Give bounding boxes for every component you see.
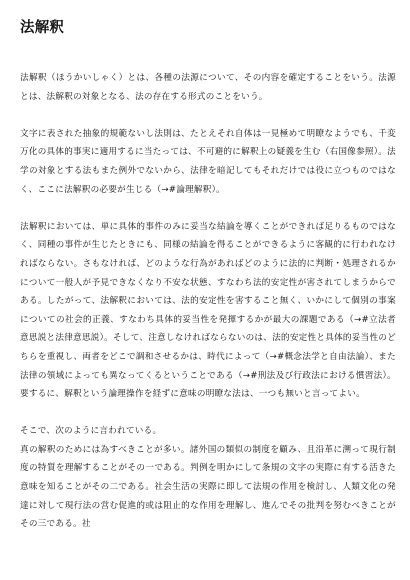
paragraph-intro-quote: そこで、次のように言われている。 xyxy=(20,426,162,437)
page-title: 法解釈 xyxy=(20,20,65,36)
paragraph-quote: 真の解釈のためには為すべきことが多い。諸外国の類似の制度を顧み、且沿革に溯って現行制度の特質を理解することがその一である。判例を明かにして条規の文字の実際に有する活きた意味を知ることがその二である。社会生活の実際に即して法規の作用を検討し、人類文化の発達に対して現行法の営む促進的或は阻止的な作用を理解し、進んでその批判を努むべきことがその三である。社 xyxy=(20,444,396,530)
paragraph-definition: 法解釈（ほうかいしゃく）とは、各種の法源について、その内容を確定することをいう。法源とは、法解釈の対象となる、法の存在する形式のことをいう。 xyxy=(20,73,396,102)
paragraph-necessity: 文字に表された抽象的規範ないし法則は、たとえそれ自体は一見極めて明瞭なようでも、千変万化の具体的事実に適用するに当たっては、不可避的に解釈上の疑義を生む（右国像参照）。法学の対象とする法もまた例外でないから、法律を暗記してもそれだけでは役に立つものではなく、ここに法解釈の必要が生じる（→#論理解釈）。 xyxy=(20,128,396,195)
paragraph-stability: 法解釈においては、単に具体的事件のみに妥当な結論を導くことができれば足りるものではなく、同種の事件が生じたときにも、同様の結論を得ることができるように客観的に行われなければならない。さもなければ、どのような行為があればどのように法的に判断・処理されるかについて一般人が予見できなくなり不安な状態、すなわち法的安定性が害されてしまうからである。したがって、法解釈においては、法的安定性を害すること無く、いかにして個別の事案についての社会的正義、すなわち具体的妥当性を発揮するかが最大の課題である（→#立法者意思説と法律意思説）。そして、注意しなければならないのは、法的安定性と具体的妥当性のどちらを重視し、両者をどこで調和させるかは、時代によって（→#概念法学と自由法論）、また法律の領域によっても異なってくるということである（→#刑法及び行政法における慣習法）。要するに、解釈という論理操作を経ずに意味の明瞭な法は、一つも無いと言ってよい。 xyxy=(20,221,396,400)
